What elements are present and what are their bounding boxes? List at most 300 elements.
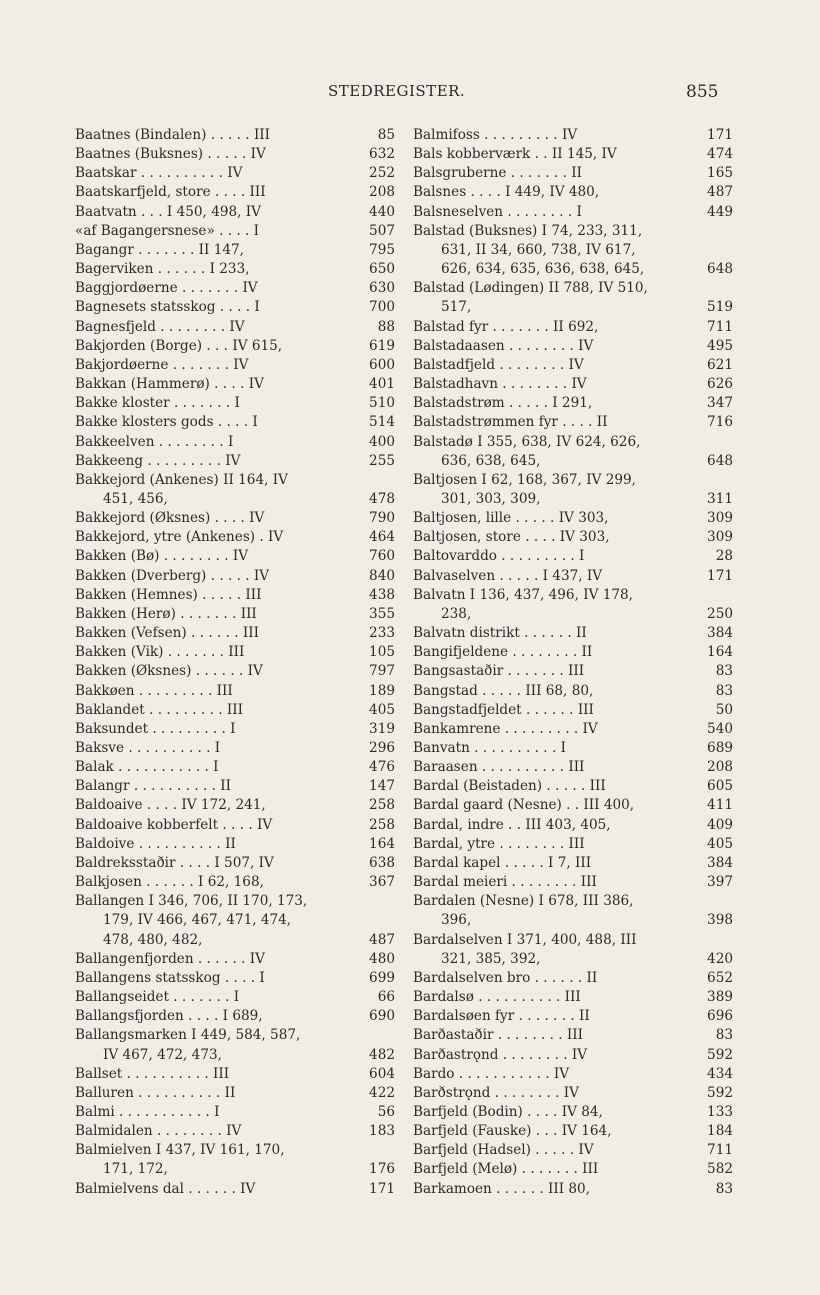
entry-page-number: 474 [707, 146, 733, 163]
index-entry [413, 1026, 733, 1045]
entry-page-number: 478 [369, 490, 395, 507]
entry-text: Balstadstrøm . . . . . I 291, [413, 395, 593, 412]
entry-text: Bardalsøen fyr . . . . . . . II [413, 1008, 590, 1025]
entry-text: Ballangens statsskog . . . . I [75, 969, 265, 986]
entry-page-number: 440 [369, 203, 395, 220]
index-entry [413, 701, 733, 720]
entry-text: Ballset . . . . . . . . . . III [75, 1065, 230, 1082]
entry-page-number: 582 [707, 1161, 733, 1178]
entry-text: Balstadstrømmen fyr . . . . II [413, 414, 608, 431]
entry-page-number: 83 [715, 682, 733, 699]
index-entry [75, 701, 395, 720]
entry-text: Bangifjeldene . . . . . . . . II [413, 644, 593, 661]
entry-text: 396, [441, 912, 472, 929]
index-entry [413, 490, 733, 509]
index-entry [75, 1160, 395, 1179]
index-entry [413, 720, 733, 739]
entry-page-number: 711 [707, 318, 733, 335]
index-entry [75, 413, 395, 432]
index-entry [75, 260, 395, 279]
index-entry [413, 509, 733, 528]
entry-page-number: 309 [707, 529, 733, 546]
index-entry [75, 854, 395, 873]
entry-page-number: 700 [369, 299, 395, 316]
entry-page-number: 510 [369, 395, 395, 412]
entry-page-number: 434 [707, 1065, 733, 1082]
entry-text: Balmidalen . . . . . . . . IV [75, 1123, 242, 1140]
entry-text: Bardalselven bro . . . . . . II [413, 969, 598, 986]
entry-text: Bakkejord (Øksnes) . . . . IV [75, 510, 265, 527]
entry-text: Balvatn I 136, 437, 496, IV 178, [413, 586, 633, 603]
entry-text: 478, 480, 482, [103, 931, 203, 948]
index-entry [75, 547, 395, 566]
index-entry [413, 758, 733, 777]
entry-text: Banvatn . . . . . . . . . . I [413, 740, 566, 756]
entry-page-number: 716 [707, 414, 733, 431]
index-entry [413, 1046, 733, 1065]
entry-text: Balmifoss . . . . . . . . . IV [413, 127, 578, 143]
index-entry [413, 1084, 733, 1103]
index-entry [75, 605, 395, 624]
entry-text: Bardalselven I 371, 400, 488, III [413, 931, 637, 948]
entry-text: Baatskar . . . . . . . . . . IV [75, 165, 243, 182]
index-entry [413, 969, 733, 988]
entry-page-number: 233 [369, 625, 395, 642]
entry-text: Baraasen . . . . . . . . . . III [413, 759, 585, 776]
entry-page-number: 696 [707, 1008, 733, 1025]
entry-text: Bangstad . . . . . III 68, 80, [413, 682, 594, 699]
entry-text: Bakjorden (Borge) . . . IV 615, [75, 337, 283, 354]
entry-text: Bardal, indre . . III 403, 405, [413, 816, 611, 833]
index-entry [75, 1046, 395, 1065]
entry-text: Bardal kapel . . . . . I 7, III [413, 854, 592, 871]
index-entry [75, 720, 395, 739]
entry-page-number: 183 [369, 1123, 395, 1140]
entry-text: IV 467, 472, 473, [103, 1046, 222, 1063]
index-entry [413, 471, 733, 490]
entry-text: Bakken (Vik) . . . . . . . III [75, 644, 245, 661]
entry-text: Bagnesets statsskog . . . . I [75, 299, 260, 316]
entry-text: Balstadfjeld . . . . . . . . IV [413, 356, 584, 373]
entry-text: Barfjeld (Bodin) . . . . IV 84, [413, 1103, 603, 1120]
entry-page-number: 367 [369, 874, 395, 891]
entry-text: 636, 638, 645, [441, 452, 541, 469]
index-entry [75, 950, 395, 969]
index-entry [75, 739, 395, 758]
index-entry [413, 911, 733, 930]
page-title: STEDREGISTER. [328, 82, 466, 100]
entry-text: Bardal (Beistaden) . . . . . III [413, 778, 606, 795]
entry-page-number: 258 [369, 797, 395, 814]
index-entry [413, 260, 733, 279]
index-entry [75, 682, 395, 701]
index-entry [75, 1026, 395, 1045]
index-entry [75, 433, 395, 452]
index-entry [75, 777, 395, 796]
index-entry [413, 528, 733, 547]
entry-text: Baldreksstaðir . . . . I 507, IV [75, 854, 274, 871]
entry-page-number: 632 [369, 146, 395, 163]
entry-page-number: 296 [369, 740, 395, 756]
entry-text: Baltovarddo . . . . . . . . . I [413, 548, 585, 565]
entry-page-number: 760 [369, 548, 395, 565]
entry-page-number: 790 [369, 510, 395, 527]
entry-text: Bardal gaard (Nesne) . . III 400, [413, 797, 635, 814]
entry-page-number: 464 [369, 529, 395, 546]
entry-text: Baatnes (Bindalen) . . . . . III [75, 127, 271, 143]
entry-text: Baltjosen, lille . . . . . IV 303, [413, 510, 609, 527]
entry-text: Bakkan (Hammerø) . . . . IV [75, 376, 264, 393]
entry-page-number: 171 [707, 127, 733, 143]
right-column [413, 126, 733, 1199]
entry-page-number: 147 [369, 778, 395, 795]
entry-text: Barðstrǫnd . . . . . . . . IV [413, 1084, 579, 1101]
index-entry [75, 528, 395, 547]
entry-page-number: 626 [707, 376, 733, 393]
entry-page-number: 592 [707, 1046, 733, 1063]
entry-page-number: 164 [707, 644, 733, 661]
entry-text: Bangstadfjeldet . . . . . . III [413, 701, 594, 718]
entry-page-number: 652 [707, 969, 733, 986]
entry-page-number: 405 [369, 701, 395, 718]
entry-text: 451, 456, [103, 490, 168, 507]
entry-text: Ballangsmarken I 449, 584, 587, [75, 1027, 301, 1044]
index-entry [75, 911, 395, 930]
entry-page-number: 400 [369, 433, 395, 450]
entry-page-number: 604 [369, 1065, 395, 1082]
entry-page-number: 28 [715, 548, 733, 565]
entry-page-number: 482 [369, 1046, 395, 1063]
index-entry [413, 739, 733, 758]
entry-page-number: 66 [377, 989, 395, 1006]
index-entry [75, 356, 395, 375]
entry-text: 301, 303, 309, [441, 490, 541, 507]
index-entry [75, 796, 395, 815]
index-entry [413, 624, 733, 643]
entry-page-number: 255 [369, 452, 395, 469]
entry-page-number: 397 [707, 874, 733, 891]
entry-text: Bagangr . . . . . . . II 147, [75, 241, 244, 258]
entry-page-number: 208 [707, 759, 733, 776]
entry-text: Balsneselven . . . . . . . . I [413, 203, 582, 220]
entry-page-number: 507 [369, 222, 395, 239]
entry-page-number: 689 [707, 740, 733, 756]
entry-page-number: 50 [715, 701, 733, 718]
entry-page-number: 401 [369, 376, 395, 393]
entry-text: Baatskarfjeld, store . . . . III [75, 184, 266, 201]
entry-text: Bakken (Bø) . . . . . . . . IV [75, 548, 249, 565]
index-entry [75, 1103, 395, 1122]
entry-page-number: 514 [369, 414, 395, 431]
entry-page-number: 384 [707, 625, 733, 642]
index-entry [413, 567, 733, 586]
entry-text: Balmi . . . . . . . . . . . I [75, 1103, 220, 1120]
entry-page-number: 420 [707, 950, 733, 967]
index-entry [75, 892, 395, 911]
index-entry [75, 873, 395, 892]
entry-page-number: 540 [707, 720, 733, 737]
index-entry [75, 969, 395, 988]
index-entry [413, 164, 733, 183]
index-entry [413, 337, 733, 356]
entry-page-number: 648 [707, 452, 733, 469]
entry-text: Baatnes (Buksnes) . . . . . IV [75, 146, 266, 163]
entry-page-number: 690 [369, 1008, 395, 1025]
index-entry [75, 337, 395, 356]
index-entry [413, 356, 733, 375]
index-entry [75, 183, 395, 202]
entry-text: Ballangsfjorden . . . . I 689, [75, 1008, 263, 1025]
entry-page-number: 83 [715, 1027, 733, 1044]
index-entry [75, 643, 395, 662]
entry-text: Bakkeeng . . . . . . . . . IV [75, 452, 241, 469]
entry-text: Bardo . . . . . . . . . . . IV [413, 1065, 570, 1082]
index-entry [75, 1180, 395, 1199]
entry-page-number: 189 [369, 682, 395, 699]
entry-text: Balstadø I 355, 638, IV 624, 626, [413, 433, 641, 450]
entry-text: Baldoaive kobberfelt . . . . IV [75, 816, 273, 833]
index-entry [413, 777, 733, 796]
entry-text: Balmielvens dal . . . . . . IV [75, 1180, 256, 1197]
entry-page-number: 355 [369, 605, 395, 622]
entry-text: Baldoaive . . . . IV 172, 241, [75, 797, 266, 814]
entry-page-number: 519 [707, 299, 733, 316]
index-entry [413, 183, 733, 202]
entry-page-number: 630 [369, 280, 395, 297]
index-entry [413, 835, 733, 854]
entry-text: Balstadaasen . . . . . . . . IV [413, 337, 594, 354]
entry-text: 238, [441, 605, 472, 622]
entry-text: Ballangenfjorden . . . . . . IV [75, 950, 265, 967]
entry-text: Balstad fyr . . . . . . . II 692, [413, 318, 599, 335]
entry-text: Bakken (Hemnes) . . . . . III [75, 586, 262, 603]
entry-text: Baksundet . . . . . . . . . I [75, 720, 236, 737]
entry-page-number: 840 [369, 567, 395, 584]
entry-text: Baklandet . . . . . . . . . III [75, 701, 243, 718]
entry-page-number: 797 [369, 663, 395, 680]
entry-text: Balstadhavn . . . . . . . . IV [413, 376, 587, 393]
index-entry [75, 164, 395, 183]
index-entry [75, 624, 395, 643]
entry-page-number: 409 [707, 816, 733, 833]
index-entry [413, 854, 733, 873]
entry-text: Bals kobberværk . . II 145, IV [413, 146, 617, 163]
left-column [75, 126, 395, 1199]
entry-text: Barðastrǫnd . . . . . . . . IV [413, 1046, 588, 1063]
entry-text: «af Bagangersnese» . . . . I [75, 222, 260, 239]
entry-page-number: 487 [707, 184, 733, 201]
entry-text: Barfjeld (Hadsel) . . . . . IV [413, 1142, 594, 1159]
index-entry [413, 1007, 733, 1026]
entry-page-number: 311 [707, 490, 733, 507]
index-entry [75, 452, 395, 471]
index-entry [413, 931, 733, 950]
index-entry [413, 452, 733, 471]
entry-page-number: 638 [369, 854, 395, 871]
index-entry [413, 298, 733, 317]
entry-page-number: 258 [369, 816, 395, 833]
index-entry [413, 950, 733, 969]
index-entry [413, 796, 733, 815]
index-entry [413, 241, 733, 260]
entry-page-number: 83 [715, 1180, 733, 1197]
entry-page-number: 699 [369, 969, 395, 986]
index-entry [413, 1180, 733, 1199]
entry-page-number: 176 [369, 1161, 395, 1178]
entry-text: Bagerviken . . . . . . I 233, [75, 261, 250, 278]
entry-text: Bakken (Dverberg) . . . . . IV [75, 567, 270, 584]
entry-text: Baatvatn . . . I 450, 498, IV [75, 203, 261, 220]
index-entry [75, 1141, 395, 1160]
page-header [0, 82, 820, 106]
entry-page-number: 250 [707, 605, 733, 622]
entry-page-number: 480 [369, 950, 395, 967]
entry-text: Ballangseidet . . . . . . . I [75, 989, 240, 1006]
entry-page-number: 411 [707, 797, 733, 814]
entry-page-number: 171 [369, 1180, 395, 1197]
entry-page-number: 389 [707, 989, 733, 1006]
entry-text: 171, 172, [103, 1161, 168, 1178]
entry-page-number: 252 [369, 165, 395, 182]
entry-page-number: 621 [707, 356, 733, 373]
entry-text: Barkamoen . . . . . . III 80, [413, 1180, 591, 1197]
index-entry [413, 203, 733, 222]
index-entry [413, 318, 733, 337]
index-entry [75, 145, 395, 164]
entry-text: Bakkøen . . . . . . . . . III [75, 682, 233, 699]
entry-page-number: 398 [707, 912, 733, 929]
entry-text: Balsnes . . . . I 449, IV 480, [413, 184, 600, 201]
index-entry [75, 241, 395, 260]
index-entry [413, 279, 733, 298]
index-entry [413, 394, 733, 413]
entry-page-number: 184 [707, 1123, 733, 1140]
entry-text: Barðastaðir . . . . . . . . III [413, 1027, 584, 1044]
entry-page-number: 171 [707, 567, 733, 584]
index-entry [413, 1160, 733, 1179]
entry-page-number: 133 [707, 1103, 733, 1120]
entry-page-number: 165 [707, 165, 733, 182]
index-entry [75, 509, 395, 528]
index-entry [75, 1007, 395, 1026]
entry-page-number: 405 [707, 835, 733, 852]
entry-text: Bakken (Øksnes) . . . . . . IV [75, 663, 263, 680]
entry-page-number: 208 [369, 184, 395, 201]
entry-text: Barfjeld (Fauske) . . . IV 164, [413, 1123, 612, 1140]
entry-text: Balvatn distrikt . . . . . . II [413, 625, 587, 642]
index-entry [413, 643, 733, 662]
page-number: 855 [686, 82, 719, 102]
index-entry [413, 222, 733, 241]
entry-text: Balkjosen . . . . . . I 62, 168, [75, 874, 264, 891]
entry-text: Bakkejord, ytre (Ankenes) . IV [75, 529, 284, 546]
entry-text: Balangr . . . . . . . . . . II [75, 778, 231, 795]
index-entry [75, 471, 395, 490]
entry-page-number: 83 [715, 663, 733, 680]
entry-text: 517, [441, 299, 472, 316]
index-entry [413, 892, 733, 911]
entry-text: 321, 385, 392, [441, 950, 541, 967]
index-entry [75, 586, 395, 605]
entry-text: Balsgruberne . . . . . . . II [413, 165, 582, 182]
index-entry [413, 682, 733, 701]
entry-text: 631, II 34, 660, 738, IV 617, [441, 241, 636, 258]
entry-page-number: 476 [369, 759, 395, 776]
entry-page-number: 592 [707, 1084, 733, 1101]
entry-text: Bakkeelven . . . . . . . . I [75, 433, 234, 450]
index-entry [413, 126, 733, 145]
index-entry [75, 931, 395, 950]
index-entry [413, 547, 733, 566]
index-entry [75, 816, 395, 835]
entry-page-number: 384 [707, 854, 733, 871]
entry-text: Bardal, ytre . . . . . . . . III [413, 835, 585, 852]
index-entry [413, 816, 733, 835]
index-entry [75, 490, 395, 509]
index-entry [75, 1065, 395, 1084]
entry-text: Bakjordøerne . . . . . . . IV [75, 356, 249, 373]
entry-page-number: 347 [707, 395, 733, 412]
entry-page-number: 619 [369, 337, 395, 354]
entry-page-number: 56 [377, 1103, 395, 1120]
index-entry [75, 835, 395, 854]
index-entry [413, 1122, 733, 1141]
entry-text: Bardalen (Nesne) I 678, III 386, [413, 893, 634, 910]
entry-text: Bardalsø . . . . . . . . . . III [413, 989, 581, 1006]
entry-page-number: 711 [707, 1142, 733, 1159]
entry-page-number: 449 [707, 203, 733, 220]
index-entry [75, 126, 395, 145]
index-entry [75, 662, 395, 681]
entry-text: Ballangen I 346, 706, II 170, 173, [75, 893, 308, 910]
entry-text: Baksve . . . . . . . . . . I [75, 740, 221, 756]
index-entry [75, 203, 395, 222]
entry-text: Bakke klosters gods . . . . I [75, 414, 258, 431]
entry-page-number: 650 [369, 261, 395, 278]
index-entry [75, 222, 395, 241]
index-entry [413, 662, 733, 681]
entry-page-number: 164 [369, 835, 395, 852]
entry-text: Bakkejord (Ankenes) II 164, IV [75, 471, 288, 488]
entry-page-number: 319 [369, 720, 395, 737]
index-entry [413, 1103, 733, 1122]
entry-text: Baldoive . . . . . . . . . . II [75, 835, 236, 852]
index-entry [75, 1084, 395, 1103]
index-entry [413, 145, 733, 164]
entry-page-number: 605 [707, 778, 733, 795]
entry-page-number: 795 [369, 241, 395, 258]
entry-text: Balak . . . . . . . . . . . I [75, 759, 219, 776]
entry-text: Baltjosen, store . . . . IV 303, [413, 529, 610, 546]
index-entry [75, 758, 395, 777]
index-entry [413, 988, 733, 1007]
entry-text: Balluren . . . . . . . . . . II [75, 1084, 236, 1101]
index-entry [413, 1065, 733, 1084]
entry-text: Baltjosen I 62, 168, 367, IV 299, [413, 471, 636, 488]
entry-text: Baggjordøerne . . . . . . . IV [75, 280, 258, 297]
entry-page-number: 438 [369, 586, 395, 603]
index-entry [75, 375, 395, 394]
index-entry [75, 394, 395, 413]
index-entry [413, 413, 733, 432]
index-entry [413, 605, 733, 624]
entry-text: Bakken (Vefsen) . . . . . . III [75, 625, 259, 642]
index-entry [413, 586, 733, 605]
entry-text: Bangsastaðir . . . . . . . III [413, 663, 585, 680]
entry-page-number: 105 [369, 644, 395, 661]
entry-text: Bankamrene . . . . . . . . . IV [413, 720, 598, 737]
entry-page-number: 495 [707, 337, 733, 354]
